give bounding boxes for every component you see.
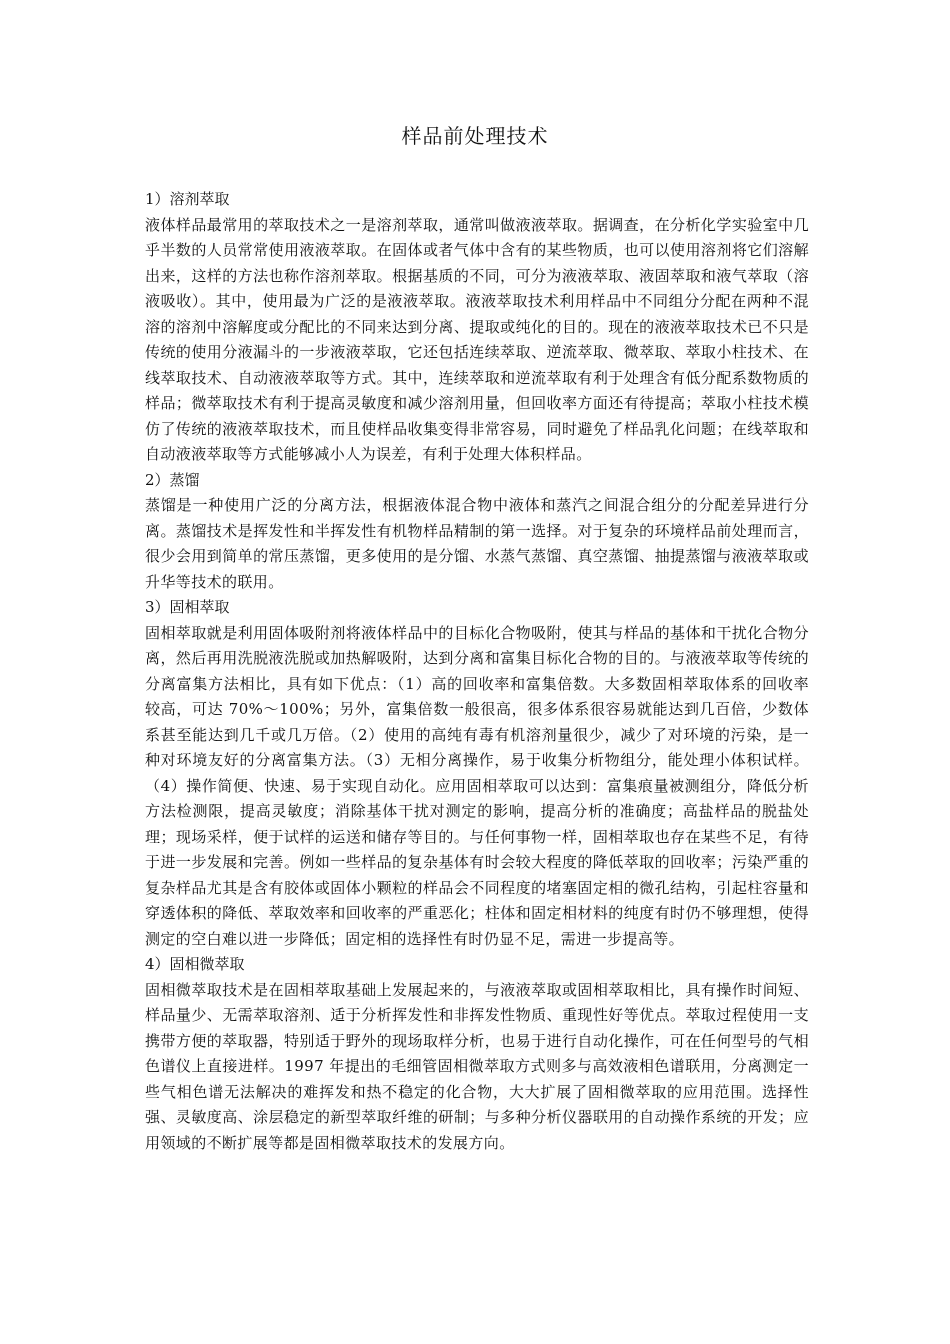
document-body [145, 187, 809, 1156]
section-paragraph: 固相微萃取技术是在固相萃取基础上发展起来的，与液液萃取或固相萃取相比，具有操作时间短、样品量少、无需萃取溶剂、适于分析挥发性和非挥发性物质、重现性好等优点。萃取过程使用一支携带方便的萃取器，特别适于野外的现场取样分析，也易于进行自动化操作，可在任何型号的气相色谱仪上直接进样。1997 年提出的毛细管固相微萃取方式则多与高效液相色谱联用，分离测定一些气相色谱无法解决的难挥发和热不稳定的化合物，大大扩展了固相微萃取的应用范围。选择性强、灵敏度高、涂层稳定的新型萃取纤维的研制；与多种分析仪器联用的自动操作系统的开发；应用领域的不断扩展等都是固相微萃取技术的发展方向。 [145, 980, 809, 1152]
document-title: 样品前处理技术 [401, 124, 549, 148]
section-heading: 3）固相萃取 [145, 598, 230, 616]
section-solvent-extraction [145, 187, 809, 468]
section-solid-phase-extraction [145, 595, 809, 952]
section-heading: 4）固相微萃取 [145, 955, 245, 973]
section-paragraph: 蒸馏是一种使用广泛的分离方法，根据液体混合物中液体和蒸汽之间混合组分的分配差异进行分离。蒸馏技术是挥发性和半挥发性有机物样品精制的第一选择。对于复杂的环境样品前处理而言，很少会用到简单的常压蒸馏，更多使用的是分馏、水蒸气蒸馏、真空蒸馏、抽提蒸馏与液液萃取或升华等技术的联用。 [145, 496, 809, 591]
section-paragraph: 固相萃取就是利用固体吸附剂将液体样品中的目标化合物吸附，使其与样品的基体和干扰化合物分离，然后再用洗脱液洗脱或加热解吸附，达到分离和富集目标化合物的目的。与液液萃取等传统的分离富集方法相比，具有如下优点：（1）高的回收率和富集倍数。大多数固相萃取体系的回收率较高，可达 70%～100%；另外，富集倍数一般很高，很多体系很容易就能达到几百倍，少数体系甚至能达到几千或几万倍。（2）使用的高纯有毒有机溶剂量很少，减少了对环境的污染，是一种对环境友好的分离富集方法。（3）无相分离操作，易于收集分析物组分，能处理小体积试样。（4）操作简便、快速、易于实现自动化。应用固相萃取可以达到：富集痕量被测组分，降低分析方法检测限，提高灵敏度；消除基体干扰对测定的影响，提高分析的准确度；高盐样品的脱盐处理；现场采样，便于试样的运送和储存等目的。与任何事物一样，固相萃取也存在某些不足，有待于进一步发展和完善。例如一些样品的复杂基体有时会较大程度的降低萃取的回收率；污染严重的复杂样品尤其是含有胶体或固体小颗粒的样品会不同程度的堵塞固定相的微孔结构，引起柱容量和穿透体积的降低、萃取效率和回收率的严重恶化；柱体和固定相材料的纯度有时仍不够理想，使得测定的空白难以进一步降低；固定相的选择性有时仍显不足，需进一步提高等。 [145, 623, 809, 948]
section-heading: 2）蒸馏 [145, 470, 200, 489]
section-heading: 1）溶剂萃取 [145, 190, 230, 208]
section-distillation [145, 468, 809, 596]
section-solid-phase-microextraction [145, 952, 809, 1156]
section-paragraph: 液体样品最常用的萃取技术之一是溶剂萃取，通常叫做液液萃取。据调查，在分析化学实验室中几乎半数的人员常常使用液液萃取。在固体或者气体中含有的某些物质，也可以使用溶剂将它们溶解出来，这样的方法也称作溶剂萃取。根据基质的不同，可分为液液萃取、液固萃取和液气萃取（溶液吸收）。其中，使用最为广泛的是液液萃取。液液萃取技术利用样品中不同组分分配在两种不混溶的溶剂中溶解度或分配比的不同来达到分离、提取或纯化的目的。现在的液液萃取技术已不只是传统的使用分液漏斗的一步液液萃取，它还包括连续萃取、逆流萃取、微萃取、萃取小柱技术、在线萃取技术、自动液液萃取等方式。其中，连续萃取和逆流萃取有利于处理含有低分配系数物质的样品；微萃取技术有利于提高灵敏度和减少溶剂用量，但回收率方面还有待提高；萃取小柱技术模仿了传统的液液萃取技术，而且使样品收集变得非常容易，同时避免了样品乳化问题；在线萃取和自动液液萃取等方式能够减小人为误差，有利于处理大体积样品。 [145, 215, 809, 463]
